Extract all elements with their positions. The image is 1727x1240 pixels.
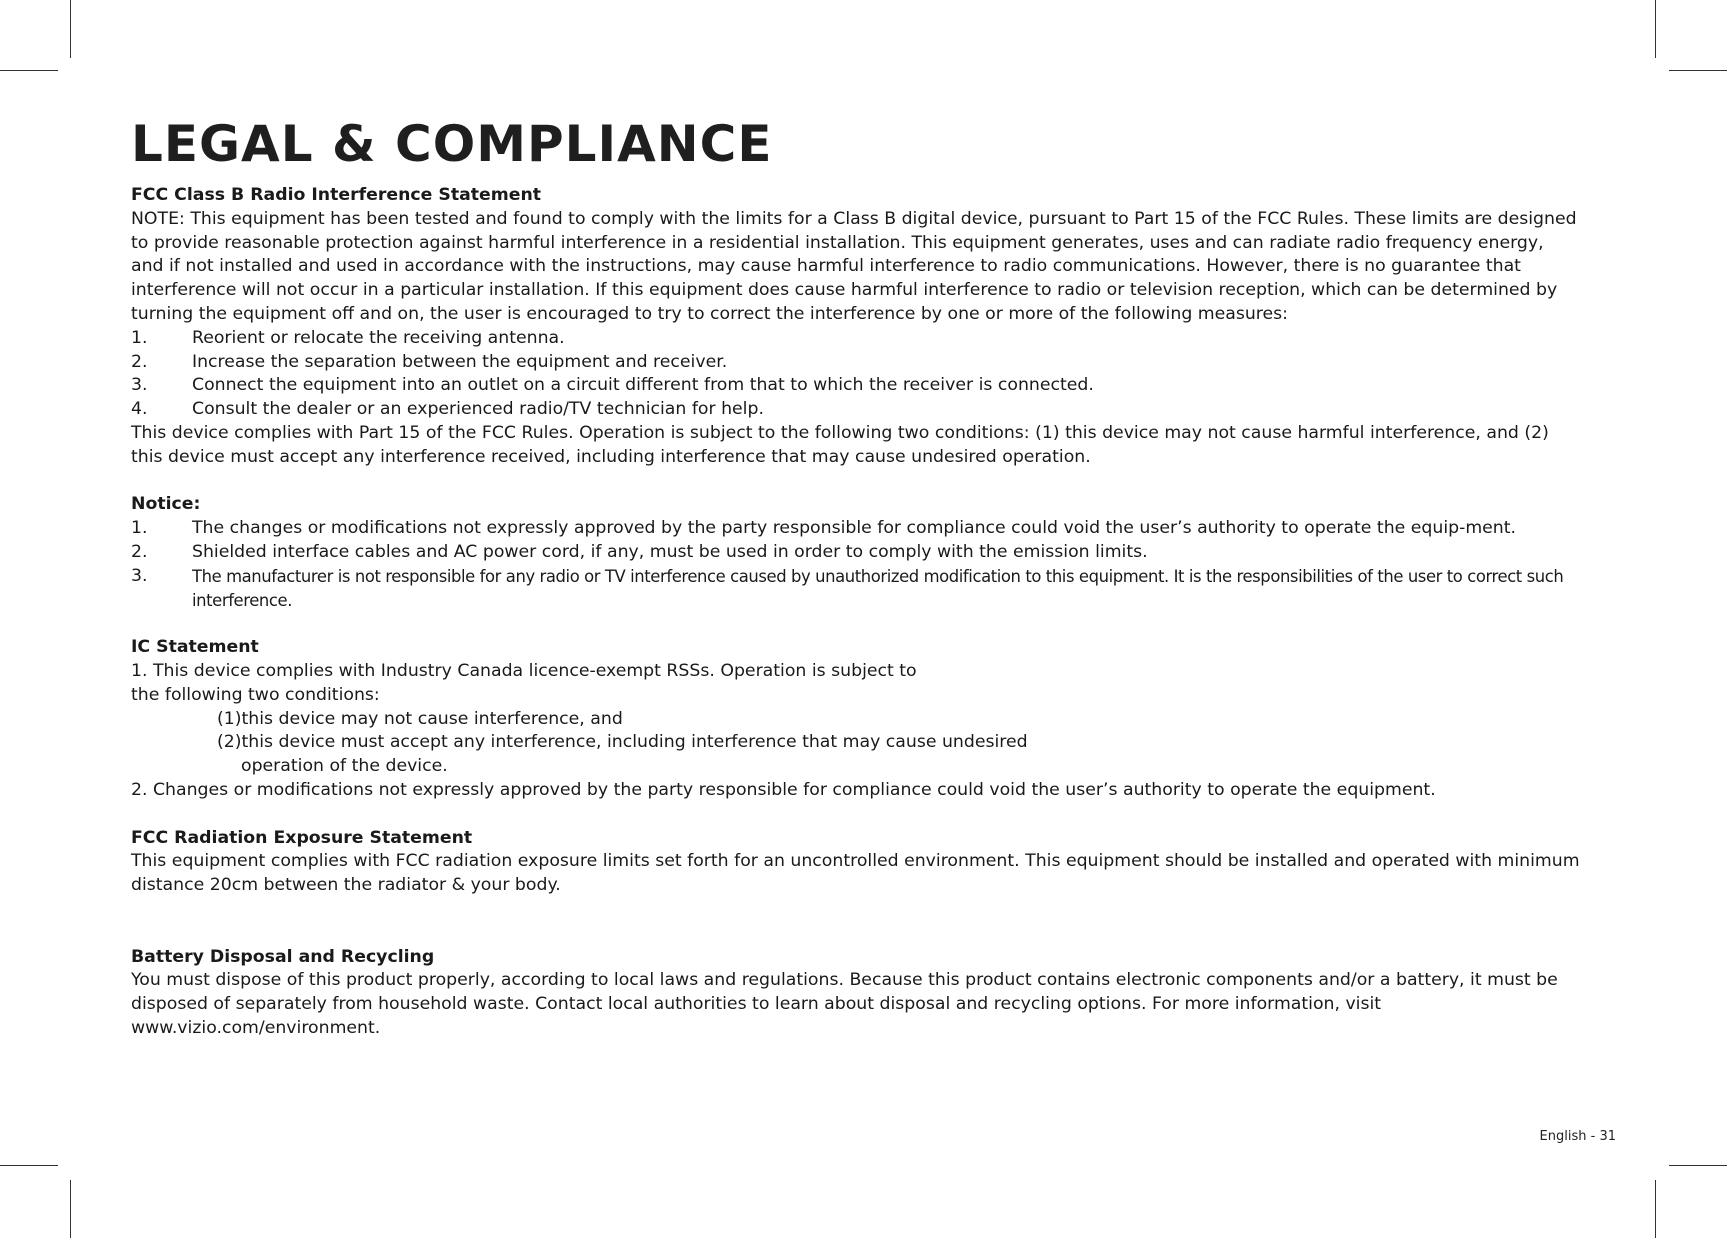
battery-heading: Battery Disposal and Recycling [131, 946, 435, 967]
list-number: 2. [131, 351, 148, 372]
list-text: The changes or modifications not expressly approved by the party responsible for compliance could void the user’s authority to operate the equip-ment. [192, 518, 1517, 539]
list-number: 2. [131, 541, 148, 562]
notice-heading: Notice: [131, 494, 201, 515]
list-number: 3. [131, 565, 148, 586]
ic-heading: IC Statement [131, 637, 259, 658]
radiation-text: This equipment complies with FCC radiation exposure limits set forth for an uncontrolled environment. This equipment should be installed and operated with minimum distance 20cm between the radiator & your body. [131, 851, 1580, 896]
list-item [131, 327, 1581, 351]
crop-mark [70, 1180, 71, 1238]
ic-line: 2. Changes or modifications not expressly approved by the party responsible for compliance could void the user’s authority to operate the equipment. [131, 779, 1436, 800]
crop-mark [0, 1165, 58, 1166]
list-number: 1. [131, 327, 148, 348]
list-text: The manufacturer is not responsible for any radio or TV interference caused by unauthorized modification to this equipment. It is the responsibilities of the user to correct such interference. [192, 566, 1564, 610]
notice-section [131, 493, 1581, 612]
ic-condition: (2)this device must accept any interference, including interference that may cause undesired [217, 732, 1028, 753]
ic-line: 1. This device complies with Industry Canada licence-exempt RSSs. Operation is subject to [131, 660, 917, 681]
crop-mark [1655, 0, 1656, 58]
notice-list [131, 517, 1581, 612]
fcc-measures-list [131, 327, 1581, 422]
ic-line: the following two conditions: [131, 684, 380, 705]
page-number: English - 31 [1539, 1129, 1616, 1144]
list-item [131, 374, 1581, 398]
fcc-section [131, 184, 1581, 470]
list-text: Increase the separation between the equipment and receiver. [192, 351, 728, 372]
ic-conditions [131, 708, 1581, 779]
list-number: 3. [131, 375, 148, 396]
ic-condition: (1)this device may not cause interference, and [217, 708, 623, 729]
list-number: 1. [131, 518, 148, 539]
list-item [131, 541, 1581, 565]
list-item [131, 351, 1581, 375]
battery-section [131, 946, 1581, 1041]
page-title: LEGAL & COMPLIANCE [131, 115, 773, 173]
crop-mark [1669, 70, 1727, 71]
radiation-heading: FCC Radiation Exposure Statement [131, 827, 473, 848]
fcc-heading: FCC Class B Radio Interference Statement [131, 185, 542, 205]
crop-mark [1655, 1180, 1656, 1238]
list-item [131, 565, 1581, 613]
list-item [131, 398, 1581, 422]
battery-text: You must dispose of this product properly, according to local laws and regulations. Because this product contains electronic components and/or a battery, it must be disposed of separately from household waste. Contact local authorities to learn about disposal and recycling options. For more information, visit www.vizio.com/environment. [131, 970, 1558, 1038]
crop-mark [0, 70, 58, 71]
fcc-intro: NOTE: This equipment has been tested and found to comply with the limits for a Class B digital device, pursuant to Part 15 of the FCC Rules. These limits are designed to provide reasonable protection against harmful interference in a residential installation. This equipment generates, uses and can radiate radio frequency energy, and if not installed and used in accordance with the instructions, may cause harmful interference to radio communications. However, there is no guarantee that interference will not occur in a particular installation. If this equipment does cause harmful interference to radio or television reception, which can be determined by turning the equipment off and on, the user is encouraged to try to correct the interference by one or more of the following measures: [131, 208, 1577, 324]
list-text: Reorient or relocate the receiving antenna. [192, 327, 565, 348]
fcc-compliance: This device complies with Part 15 of the FCC Rules. Operation is subject to the following two conditions: (1) this device may not cause harmful interference, and (2) this device must accept any interference received, including interference that may cause undesired operation. [131, 422, 1549, 467]
radiation-section [131, 827, 1581, 898]
document-body [131, 184, 1581, 1041]
list-item [131, 517, 1581, 541]
page-content [131, 112, 1581, 1041]
list-text: Connect the equipment into an outlet on a circuit different from that to which the receiver is connected. [192, 375, 1094, 396]
ic-condition-continued: operation of the device. [241, 756, 448, 777]
list-text: Consult the dealer or an experienced radio/TV technician for help. [192, 399, 764, 420]
list-number: 4. [131, 399, 148, 420]
list-text: Shielded interface cables and AC power cord, if any, must be used in order to comply with the emission limits. [192, 541, 1148, 562]
crop-mark [70, 0, 71, 58]
crop-mark [1669, 1165, 1727, 1166]
ic-section [131, 636, 1581, 803]
